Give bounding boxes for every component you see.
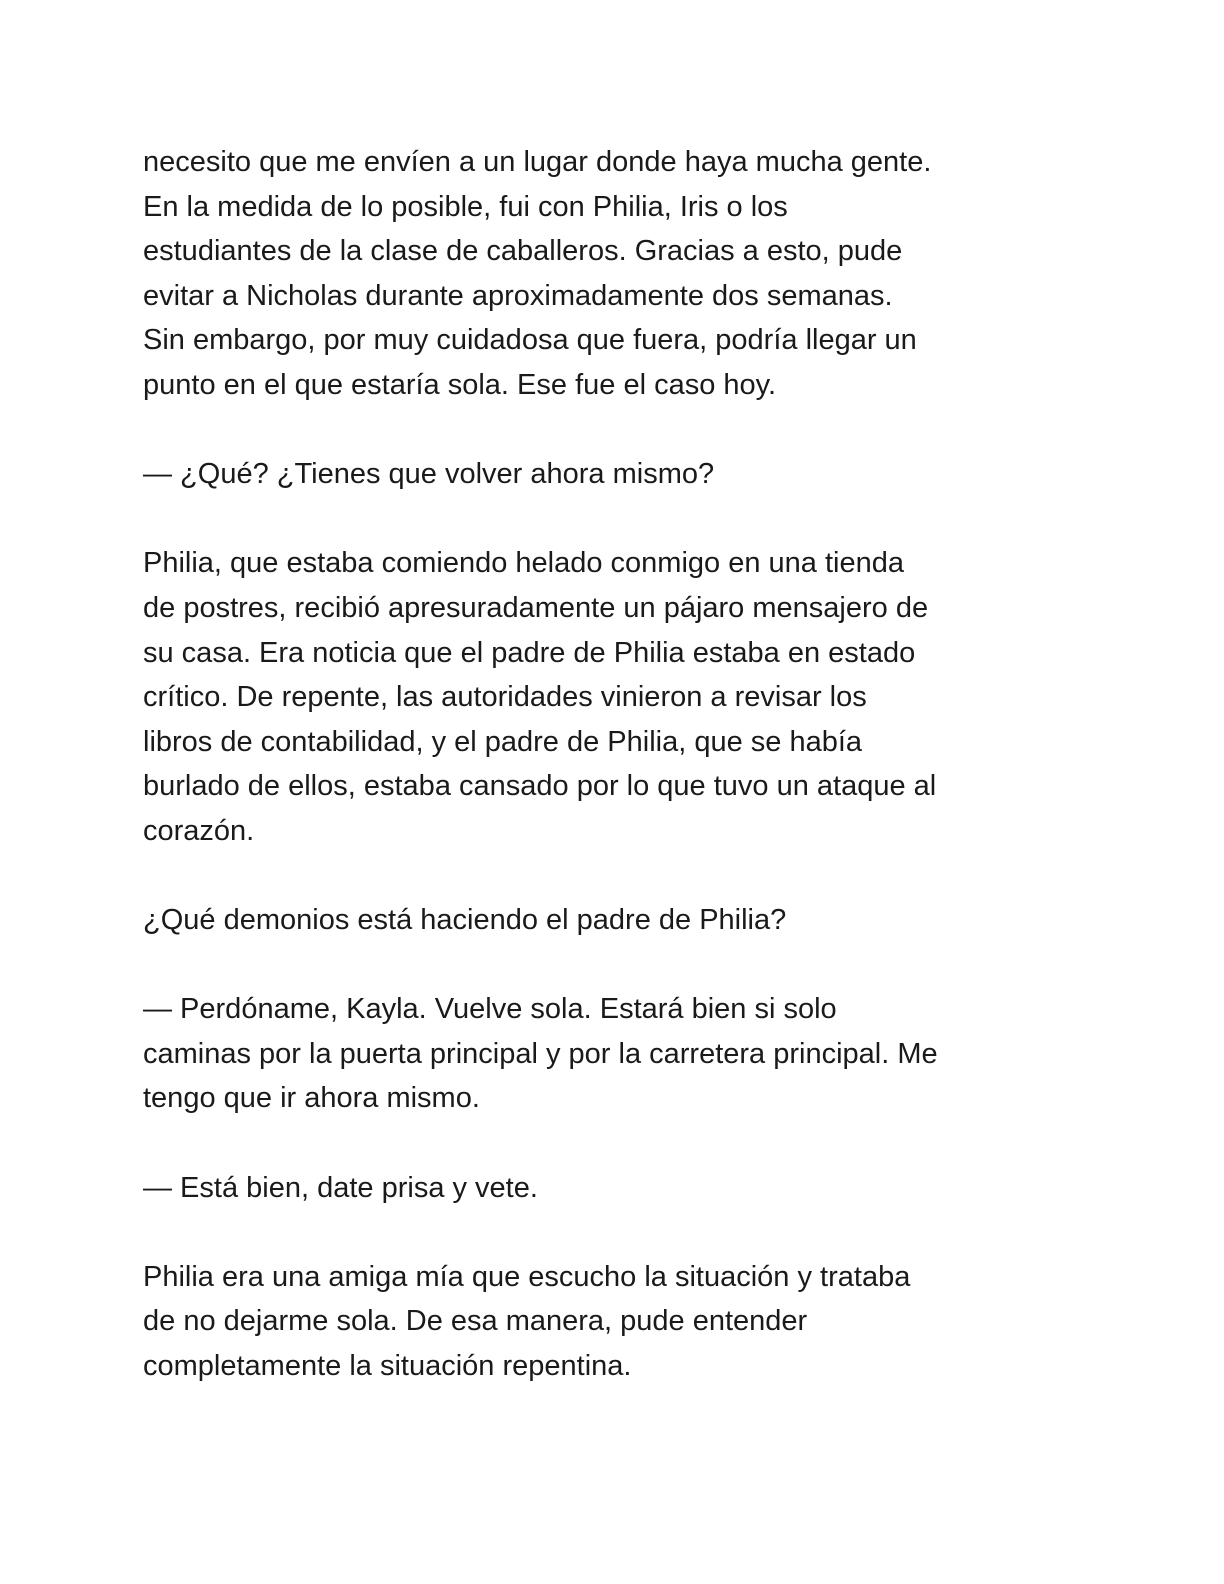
text-line: corazón.	[143, 814, 255, 847]
text-line: libros de contabilidad, y el padre de Philia, que se había	[143, 725, 863, 758]
text-line: de no dejarme sola. De esa manera, pude entender	[143, 1305, 808, 1338]
text-line: En la medida de lo posible, fui con Philia, Iris o los	[143, 190, 788, 223]
text-line: estudiantes de la clase de caballeros. Gracias a esto, pude	[143, 235, 903, 268]
text-line: — Perdóname, Kayla. Vuelve sola. Estará bien si solo	[143, 993, 837, 1026]
text-line: ¿Qué demonios está haciendo el padre de Philia?	[143, 904, 787, 937]
text-line: de postres, recibió apresuradamente un pájaro mensajero de	[143, 591, 929, 624]
text-line: caminas por la puerta principal y por la carretera principal. Me	[143, 1037, 938, 1070]
document-page	[143, 140, 1083, 1433]
text-line: — ¿Qué? ¿Tienes que volver ahora mismo?	[143, 458, 715, 491]
paragraph-1	[143, 140, 1083, 408]
text-line: crítico. De repente, las autoridades vinieron a revisar los	[143, 681, 867, 714]
text-line: Sin embargo, por muy cuidadosa que fuera, podría llegar un	[143, 324, 917, 357]
text-line: punto en el que estaría sola. Ese fue el caso hoy.	[143, 368, 777, 401]
paragraph-3	[143, 541, 1083, 853]
text-line: Philia, que estaba comiendo helado conmigo en una tienda	[143, 547, 904, 580]
paragraph-2	[143, 452, 1083, 497]
paragraph-7	[143, 1255, 1083, 1389]
text-line: completamente la situación repentina.	[143, 1350, 632, 1383]
paragraph-6	[143, 1166, 1083, 1211]
text-line: su casa. Era noticia que el padre de Philia estaba en estado	[143, 636, 916, 669]
text-line: evitar a Nicholas durante aproximadamente dos semanas.	[143, 279, 893, 312]
text-line: burlado de ellos, estaba cansado por lo que tuvo un ataque al	[143, 770, 937, 803]
text-line: — Está bien, date prisa y vete.	[143, 1171, 538, 1204]
text-line: necesito que me envíen a un lugar donde haya mucha gente.	[143, 146, 932, 178]
text-line: tengo que ir ahora mismo.	[143, 1082, 480, 1115]
paragraph-4	[143, 898, 1083, 943]
text-line: Philia era una amiga mía que escucho la situación y trataba	[143, 1260, 911, 1293]
paragraph-5	[143, 987, 1083, 1121]
